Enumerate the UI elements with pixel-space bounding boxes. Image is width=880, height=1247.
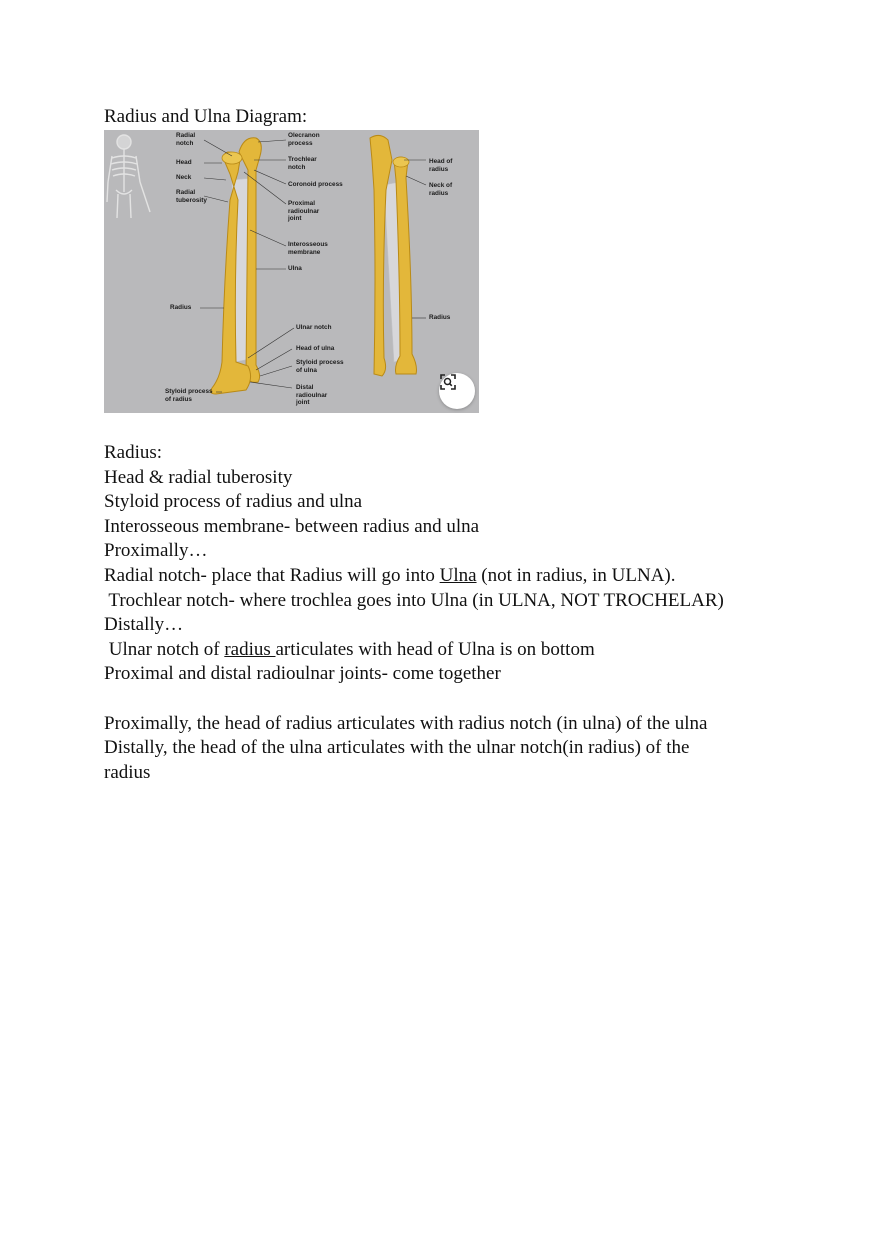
label-styloid-process-radius: Styloid process of radius — [165, 388, 213, 403]
note-line: Proximally, the head of radius articulates with radius notch (in ulna) of the ulna — [104, 712, 708, 734]
label-head: Head — [176, 159, 192, 166]
note-line: Proximally… — [104, 540, 208, 562]
label-neck: Neck — [176, 174, 192, 181]
radius-ulna-diagram — [104, 130, 479, 413]
label-ulna: Ulna — [288, 265, 302, 272]
blank-line — [104, 687, 804, 712]
note-line: Distally… — [104, 614, 184, 636]
note-line: Distally, the head of the ulna articulates with the ulnar notch(in radius) of the — [104, 737, 690, 759]
label-distal-radioulnar-joint: Distal radioulnar joint — [296, 384, 328, 406]
label-trochlear-notch: Trochlear notch — [288, 156, 317, 171]
label-radial-notch: Radial notch — [176, 132, 196, 147]
label-coronoid-process: Coronoid process — [288, 181, 343, 188]
label-radial-tuberosity: Radial tuberosity — [176, 189, 207, 204]
text-segment: Ulnar notch of — [104, 638, 225, 660]
notes-body — [104, 441, 804, 785]
note-line: radius — [104, 761, 151, 783]
page-title: Radius and Ulna Diagram: — [104, 106, 308, 127]
text-segment: (not in radius, in ULNA). — [476, 564, 676, 586]
label-interosseous-membrane: Interosseous membrane — [288, 241, 328, 256]
visual-search-button[interactable] — [439, 373, 475, 409]
underlined-ulna: Ulna — [439, 564, 477, 586]
text-segment: Radial notch- place that Radius will go into — [104, 564, 440, 586]
note-line: Proximal and distal radioulnar joints- come together — [104, 663, 501, 685]
lens-search-icon — [439, 373, 457, 391]
note-line: Styloid process of radius and ulna — [104, 491, 363, 513]
underlined-radius: radius — [224, 638, 276, 660]
text-segment: articulates with head of Ulna is on bottom — [275, 638, 595, 660]
note-line-ulnar-notch — [104, 638, 804, 663]
label-radius-right: Radius — [429, 314, 451, 321]
note-line: Trochlear notch- where trochlea goes into Ulna (in ULNA, NOT TROCHELAR) — [104, 589, 724, 611]
label-head-of-ulna: Head of ulna — [296, 345, 335, 352]
note-line-radial-notch — [104, 564, 804, 589]
label-neck-of-radius: Neck of radius — [429, 182, 453, 197]
label-ulnar-notch: Ulnar notch — [296, 324, 332, 331]
label-head-of-radius: Head of radius — [429, 158, 453, 173]
note-line: Head & radial tuberosity — [104, 466, 293, 488]
note-line: Interosseous membrane- between radius and ulna — [104, 515, 480, 537]
note-line: Radius: — [104, 442, 163, 463]
label-proximal-radioulnar-joint: Proximal radioulnar joint — [288, 200, 320, 222]
label-styloid-process-ulna: Styloid process of ulna — [296, 359, 344, 374]
label-olecranon-process: Olecranon process — [288, 132, 320, 147]
label-radius-left: Radius — [170, 304, 192, 311]
skeleton-thumbnail — [107, 135, 150, 218]
